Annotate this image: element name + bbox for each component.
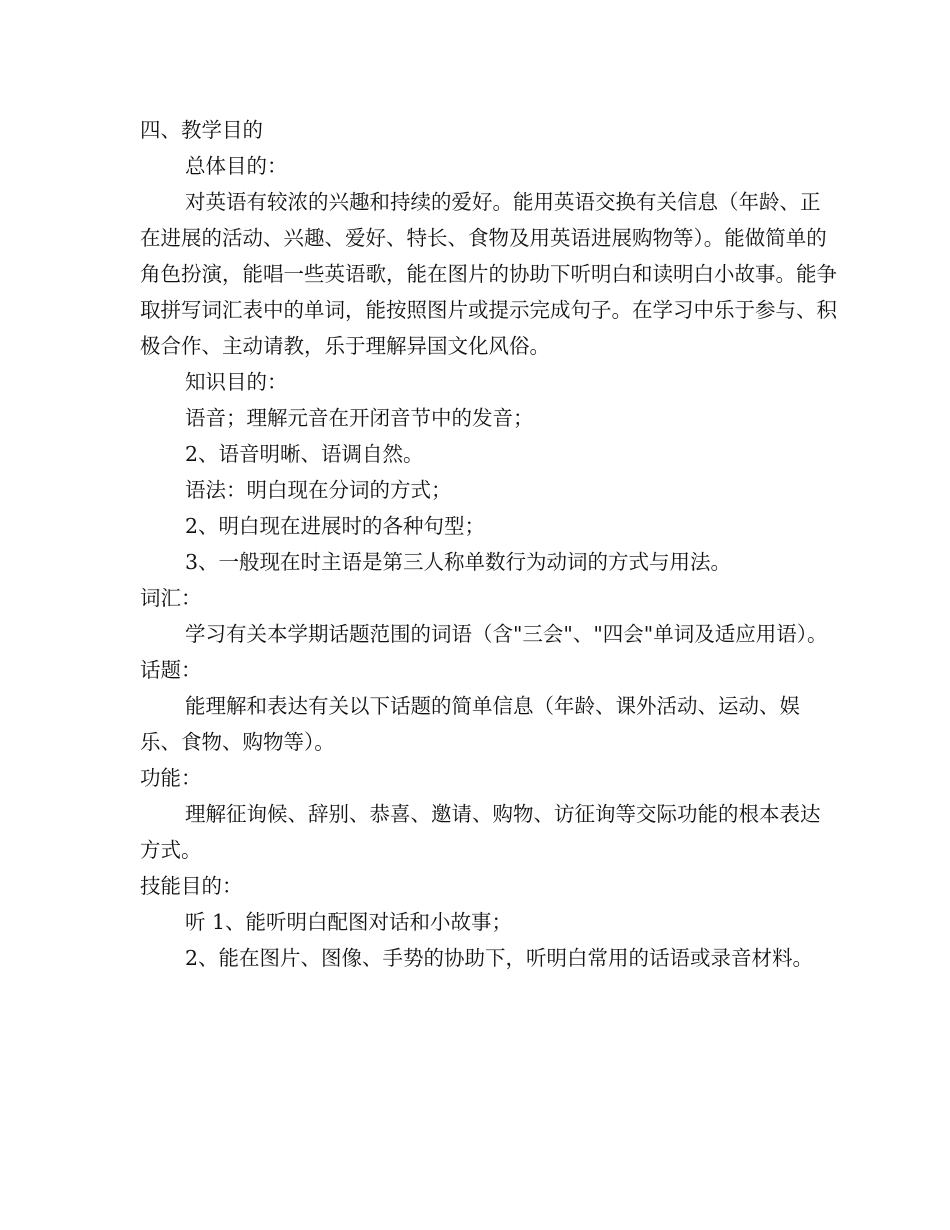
phonetics-item-1: 语音；理解元音在开闭音节中的发音；: [185, 406, 534, 430]
listening-item-2: 2、能在图片、图像、手势的协助下，听明白常用的话语或录音材料。: [185, 946, 814, 970]
overall-goal-paragraph: 对英语有较浓的兴趣和持续的爱好。能用英语交换有关信息（年龄、正在进展的活动、兴趣、爱好、特长、食物及用英语进展购物等）。能做简单的角色扮演，能唱一些英语歌，能在图片的协助下听明白和读明白小故事。能争取拼写词汇表中的单词，能按照图片或提示完成句子。在学习中乐于参与、积极合作、主动请教，乐于理解异国文化风俗。: [140, 190, 837, 358]
section-title: 四、教学目的: [140, 118, 263, 142]
phonetics-item-2: 2、语音明晰、语调自然。: [185, 442, 424, 466]
skills-goal-heading: 技能目的：: [140, 874, 243, 898]
topics-heading: 话题：: [140, 658, 202, 682]
overall-goal-heading: 总体目的：: [185, 154, 288, 178]
listening-item-1: 听 1、能听明白配图对话和小故事；: [185, 910, 513, 934]
grammar-item-2: 2、明白现在进展时的各种句型；: [185, 514, 486, 538]
topics-paragraph: 能理解和表达有关以下话题的简单信息（年龄、课外活动、运动、娱乐、食物、购物等）。: [140, 694, 800, 754]
knowledge-goal-heading: 知识目的：: [185, 370, 288, 394]
functions-heading: 功能：: [140, 766, 202, 790]
document-body: [140, 112, 840, 976]
vocabulary-paragraph: 学习有关本学期话题范围的词语（含"三会"、"四会"单词及适应用语）。: [185, 622, 828, 646]
grammar-item-3: 3、一般现在时主语是第三人称单数行为动词的方式与用法。: [185, 550, 732, 574]
vocabulary-heading: 词汇：: [140, 586, 202, 610]
grammar-item-1: 语法：明白现在分词的方式；: [185, 478, 452, 502]
functions-paragraph: 理解征询候、辞别、恭喜、邀请、购物、访征询等交际功能的根本表达方式。: [140, 802, 821, 862]
